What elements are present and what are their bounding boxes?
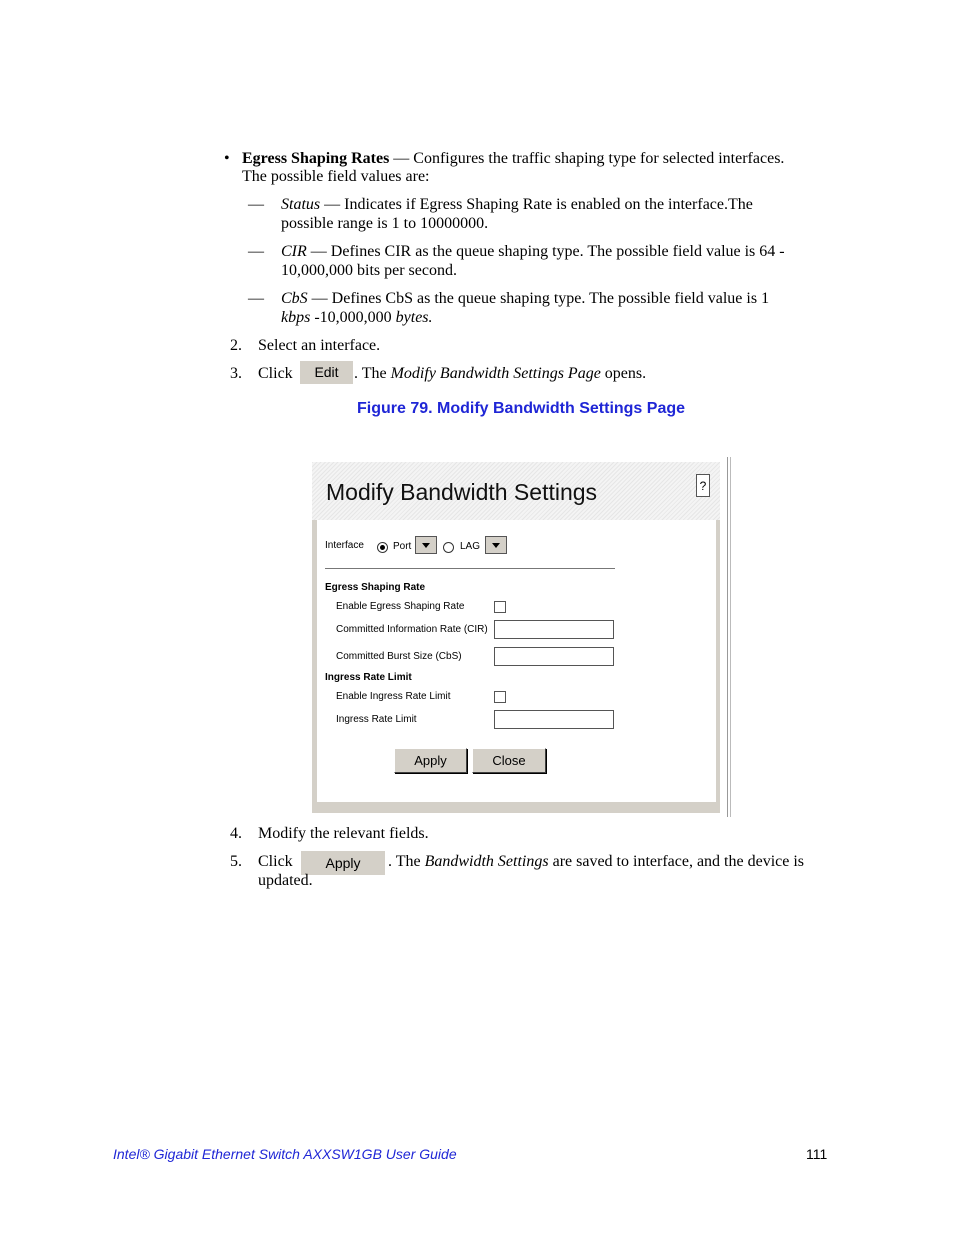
cir-line-1: CIR — Defines CIR as the queue shaping type. The possible field value is 64 - [281, 243, 785, 260]
panel-title: Modify Bandwidth Settings [326, 479, 598, 505]
bullet-symbol: • [224, 150, 230, 167]
dash: — [248, 290, 264, 307]
cir-line-2: 10,000,000 bits per second. [281, 262, 457, 279]
apply-button[interactable]: Apply [394, 748, 467, 773]
close-button[interactable]: Close [472, 748, 546, 773]
cbs-line-2: kbps -10,000,000 bytes. [281, 309, 433, 326]
edit-button-image: Edit [300, 361, 353, 384]
step-3-click: Click [258, 365, 293, 382]
port-dropdown[interactable] [415, 536, 437, 554]
step-5-text: . The Bandwidth Settings are saved to interface, and the device is [388, 853, 805, 870]
ingress-limit-label: Ingress Rate Limit [336, 714, 417, 725]
apply-button-image: Apply [301, 851, 385, 875]
step-4-text: Modify the relevant fields. [258, 825, 429, 842]
footer-title: Intel® Gigabit Ethernet Switch AXXSW1GB User Guide [113, 1146, 457, 1162]
enable-ingress-checkbox[interactable] [494, 691, 506, 703]
page-number: 111 [806, 1146, 828, 1162]
section-divider [325, 568, 615, 569]
step-5-text-line-2: updated. [258, 872, 313, 889]
egress-heading: Egress Shaping Rate [325, 582, 426, 593]
bullet-line-1: Egress Shaping Rates — Configures the traffic shaping type for selected interfaces. [242, 150, 785, 167]
ingress-limit-input[interactable] [494, 710, 614, 729]
cbs-label: Committed Burst Size (CbS) [336, 651, 462, 662]
port-radio[interactable] [377, 542, 388, 553]
cbs-line-1: CbS — Defines CbS as the queue shaping type. The possible field value is 1 [281, 290, 770, 307]
lag-dropdown[interactable] [485, 536, 507, 554]
enable-ingress-label: Enable Ingress Rate Limit [336, 691, 451, 702]
enable-egress-label: Enable Egress Shaping Rate [336, 601, 465, 612]
panel-header [312, 462, 720, 520]
enable-egress-checkbox[interactable] [494, 601, 506, 613]
cir-label: Committed Information Rate (CIR) [336, 624, 488, 635]
cir-input[interactable] [494, 620, 614, 639]
step-2-number: 2. [230, 337, 242, 354]
modify-bandwidth-settings-panel [312, 462, 720, 813]
panel-body [317, 520, 716, 802]
help-button[interactable]: ? [696, 474, 710, 497]
panel-edge-line [727, 457, 728, 817]
status-line-2: possible range is 1 to 10000000. [281, 215, 489, 232]
dash: — [248, 243, 264, 260]
lag-label: LAG [460, 541, 481, 552]
step-3-number: 3. [230, 365, 242, 382]
step-4-number: 4. [230, 825, 242, 842]
step-5-number: 5. [230, 853, 242, 870]
panel-edge-line [730, 457, 731, 817]
step-3-text: . The Modify Bandwidth Settings Page opens. [354, 365, 647, 382]
step-2-text: Select an interface. [258, 337, 381, 354]
figure-caption: Figure 79. Modify Bandwidth Settings Page [356, 400, 686, 417]
dash: — [248, 196, 264, 213]
ingress-heading: Ingress Rate Limit [325, 672, 412, 683]
cbs-input[interactable] [494, 647, 614, 666]
bullet-line-2: The possible field values are: [242, 168, 430, 185]
port-label: Port [393, 541, 412, 552]
interface-label: Interface [325, 540, 364, 551]
lag-radio[interactable] [443, 542, 454, 553]
term-egress-shaping-rates: Egress Shaping Rates [242, 150, 390, 167]
status-line-1: Status — Indicates if Egress Shaping Rate is enabled on the interface.The [281, 196, 753, 213]
step-5-click: Click [258, 853, 293, 870]
